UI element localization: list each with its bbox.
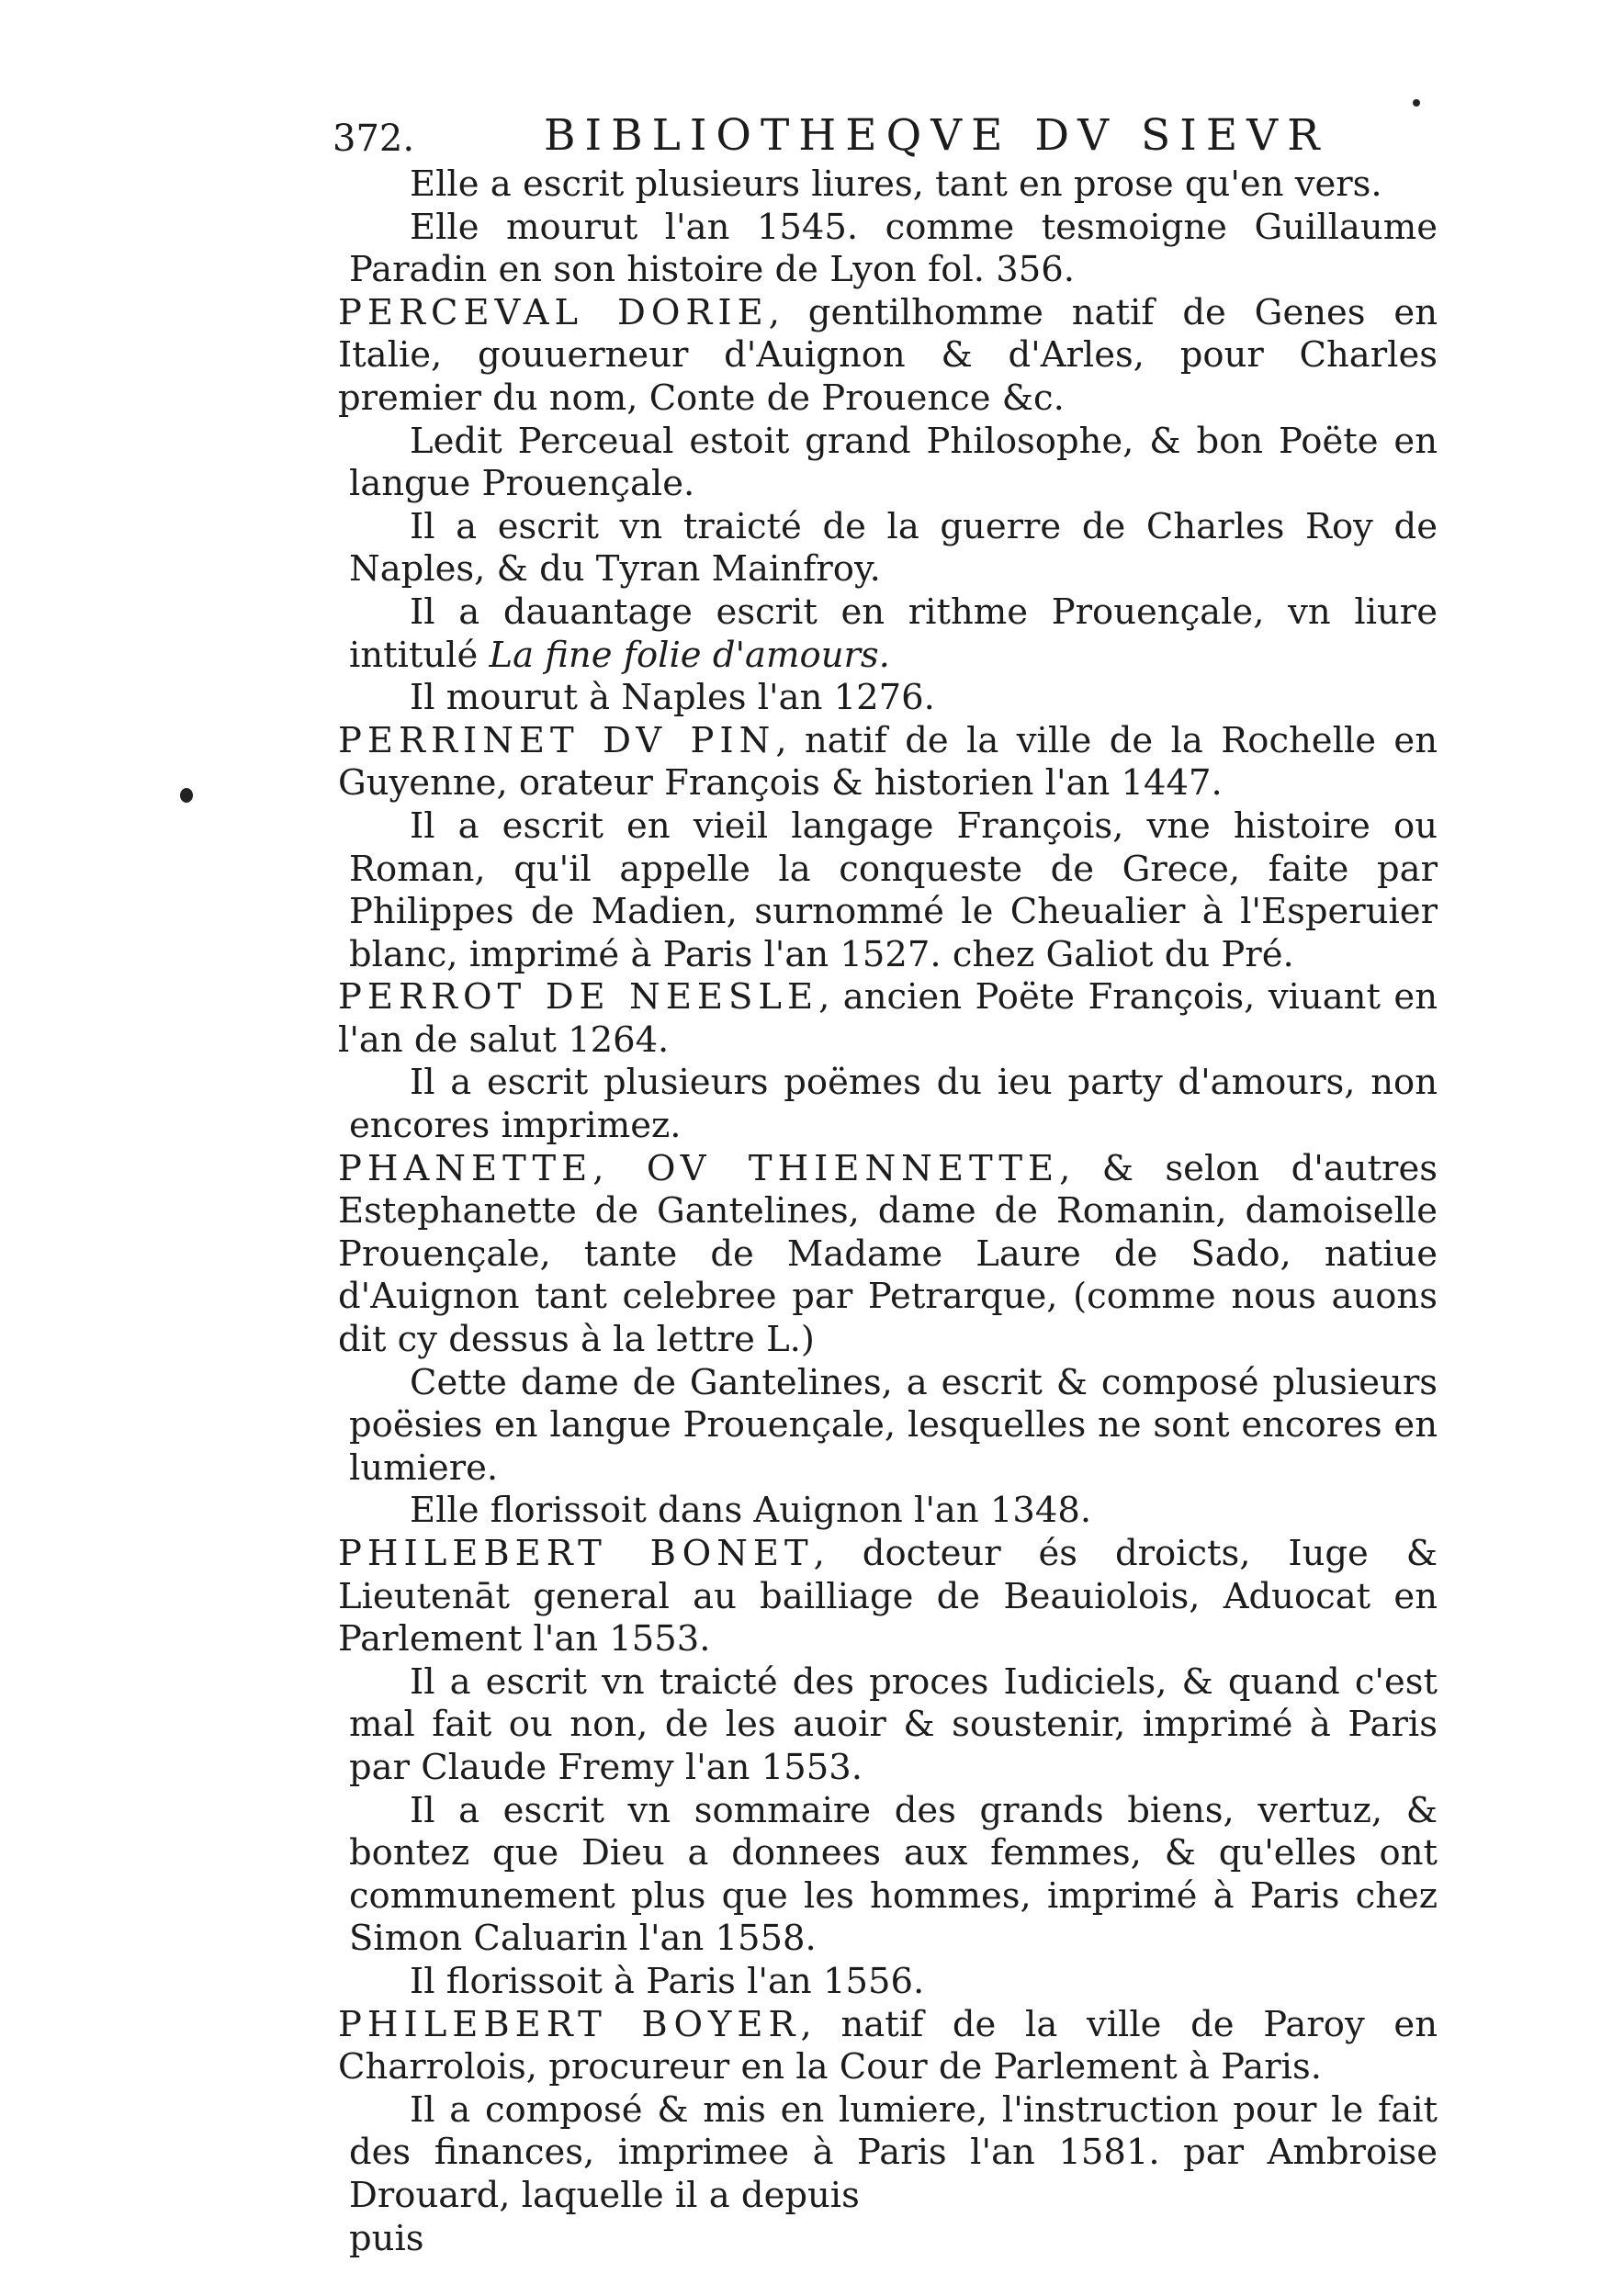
entry-paragraph: PERRINET DV PIN, natif de la ville de la Rochelle en Guyenne, orateur François & historien l'an 1447. bbox=[338, 719, 1438, 805]
entry-name: PERRINET DV PIN bbox=[338, 719, 776, 761]
paragraph: Il mourut à Naples l'an 1276. bbox=[410, 677, 935, 719]
entry-paragraph: PHILEBERT BOYER, natif de la ville de Paroy en Charrolois, procureur en la Cour de Parlement à Paris. bbox=[338, 2003, 1438, 2088]
entry-name: PERCEVAL DORIE bbox=[338, 291, 769, 333]
paragraph: Il a escrit vn sommaire des grands biens, vertuz, & bontez que Dieu a donnees aux femmes, & qu'elles ont communement plus que les hommes, imprimé à Paris chez Simon Caluarin l'an 1558. bbox=[349, 1789, 1438, 1960]
entry-name: PHANETTE, OV THIENNETTE bbox=[338, 1147, 1060, 1189]
paragraph: Il a escrit plusieurs poëmes du ieu party d'amours, non encores imprimez. bbox=[349, 1062, 1438, 1147]
paragraph: Il a composé & mis en lumiere, l'instruction pour le fait des finances, imprimee à Paris l'an 1581. par Ambroise Drouard, laquelle il a depuis bbox=[349, 2088, 1438, 2216]
paragraph: Il a escrit en vieil langage François, vne histoire ou Roman, qu'il appelle la conqueste de Grece, faite par Philippes de Madien, surnommé le Cheualier à l'Esperuier blanc, imprimé à Paris l'an 1527. chez Galiot du Pré. bbox=[349, 805, 1438, 975]
paragraph: Ledit Perceual estoit grand Philosophe, & bon Poëte en langue Prouençale. bbox=[349, 420, 1438, 505]
page-header bbox=[333, 110, 1329, 165]
paragraph: Elle mourut l'an 1545. comme tesmoigne Guillaume Paradin en son histoire de Lyon fol. 356. bbox=[349, 206, 1438, 291]
ink-speck bbox=[1413, 99, 1420, 107]
entry-paragraph: PERROT DE NEESLE, ancien Poëte François, viuant en l'an de salut 1264. bbox=[338, 976, 1438, 1061]
book-title: La fine folie d'amours. bbox=[489, 634, 890, 676]
paragraph: Il a escrit vn traicté de la guerre de Charles Roy de Naples, & du Tyran Mainfroy. bbox=[349, 505, 1438, 591]
body-text bbox=[338, 163, 1438, 2260]
entry-paragraph: PHILEBERT BONET, docteur és droicts, Iuge & Lieutenāt general au bailliage de Beauiolois, Aduocat en Parlement l'an 1553. bbox=[338, 1533, 1438, 1660]
margin-mark bbox=[180, 788, 193, 803]
entry-name: PERROT DE NEESLE bbox=[338, 976, 819, 1019]
paragraph: Cette dame de Gantelines, a escrit & composé plusieurs poësies en langue Prouençale, lesquelles ne sont encores en lumiere. bbox=[349, 1361, 1438, 1489]
paragraph: Il a dauantage escrit en rithme Prouençale, vn liure intitulé La fine folie d'amours. bbox=[349, 591, 1438, 676]
page-number: 372. bbox=[333, 118, 415, 160]
entry-paragraph: PERCEVAL DORIE, gentilhomme natif de Genes en Italie, gouuerneur d'Auignon & d'Arles, pour Charles premier du nom, Conte de Prouence &c. bbox=[338, 291, 1438, 419]
entry-name: PHILEBERT BOYER bbox=[338, 2003, 801, 2045]
entry-paragraph: PHANETTE, OV THIENNETTE, & selon d'autres Estephanette de Gantelines, dame de Romanin, damoiselle Prouençale, tante de Madame Laure de Sado, natiue d'Auignon tant celebree par Petrarque, (comme nous auons dit cy dessus à la lettre L.) bbox=[338, 1147, 1438, 1361]
catchword: puis bbox=[349, 2217, 424, 2259]
running-title: BIBLIOTHEQVE DV SIEVR bbox=[544, 110, 1329, 161]
paragraph: Elle florissoit dans Auignon l'an 1348. bbox=[410, 1490, 1092, 1532]
paragraph: Il florissoit à Paris l'an 1556. bbox=[410, 1960, 925, 2002]
paragraph: Elle a escrit plusieurs liures, tant en prose qu'en vers. bbox=[410, 163, 1382, 205]
entry-name: PHILEBERT BONET bbox=[338, 1533, 814, 1574]
paragraph: Il a escrit vn traicté des proces Iudiciels, & quand c'est mal fait ou non, de les auoir & soustenir, imprimé à Paris par Claude Fremy l'an 1553. bbox=[349, 1660, 1438, 1788]
